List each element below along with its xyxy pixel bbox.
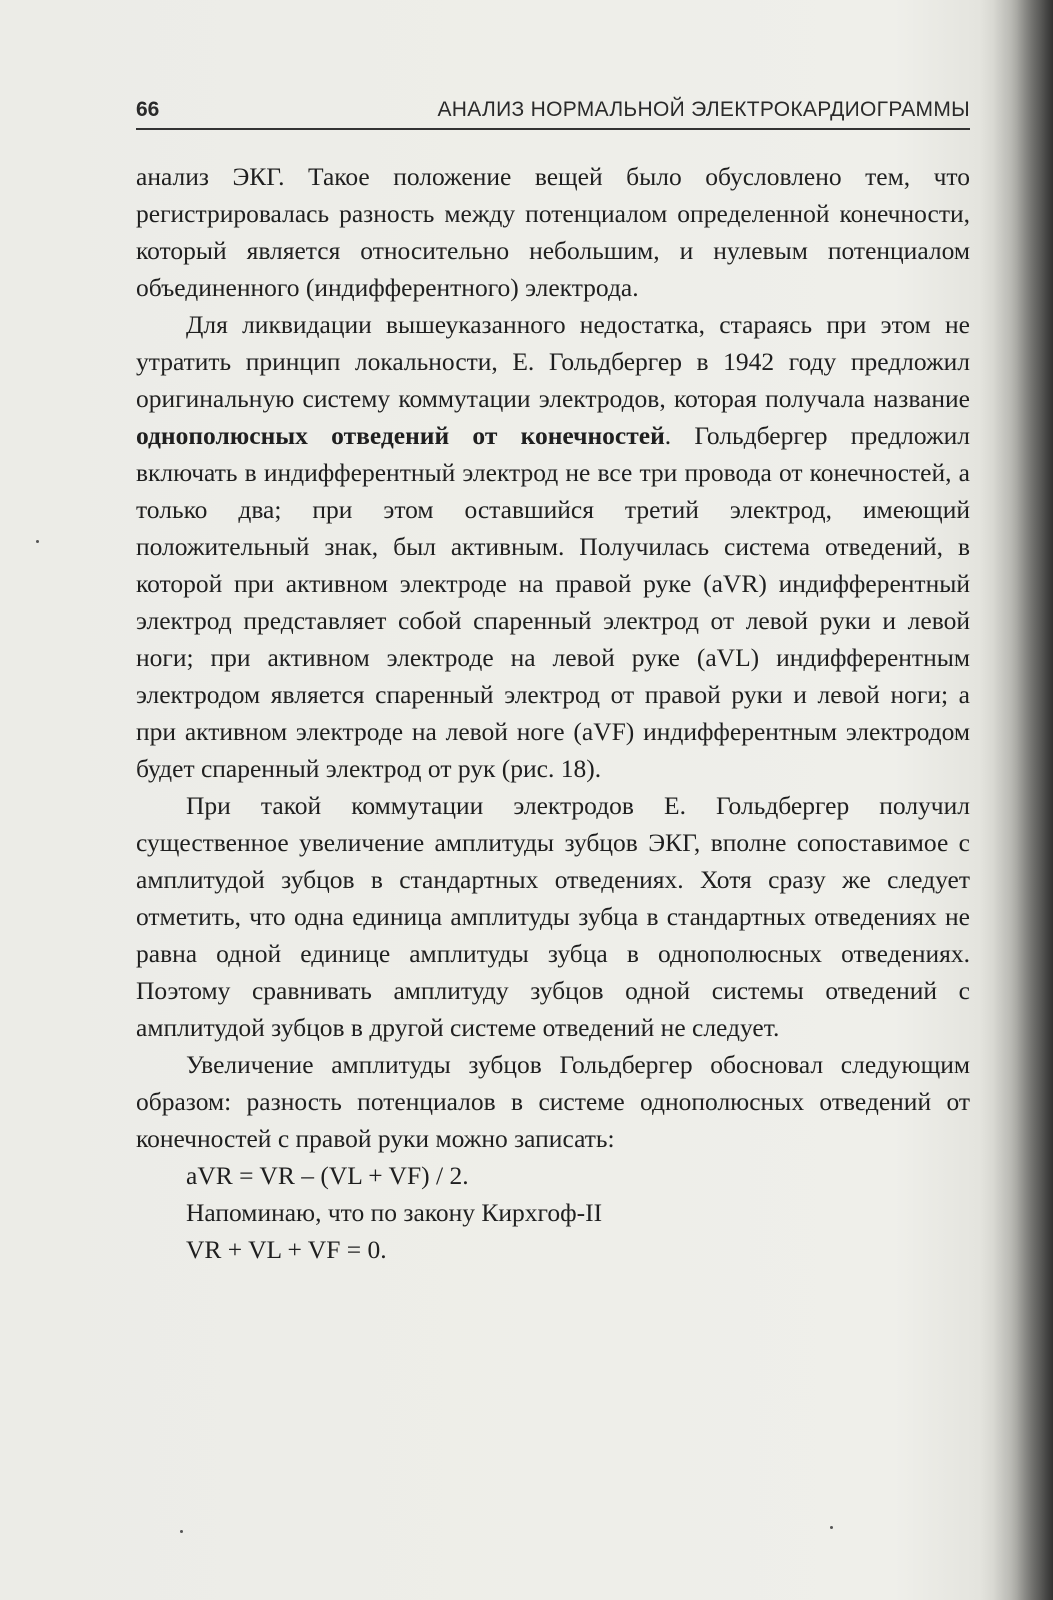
paragraph-2-end: . Гольдбергер предложил включать в индифферентный электрод не все три провода от конечностей, а только два; при этом оставшийся третий электрод, имеющий положительный знак, был активным. Получилась система отведений, в которой при активном электроде на правой руке (aVR) индифферентный электрод представляет собой спаренный электрод от левой руки и левой ноги; при активном электроде на левой руке (aVL) индифферентным электродом является спаренный электрод от правой руки и левой ноги; а при активном электроде на левой ноге (aVF) индифферентным электродом будет спаренный электрод от рук (рис. 18). <box>136 421 970 783</box>
page-number: 66 <box>136 98 160 121</box>
formula-avr: aVR = VR – (VL + VF) / 2. <box>186 1161 469 1190</box>
paragraph-2 <box>136 306 970 787</box>
paragraph-1: анализ ЭКГ. Такое положение вещей было обусловлено тем, что регистрировалась разность между потенциалом определенной конечности, который является относительно небольшим, и нулевым потенциалом объединенного (индифферентного) электрода. <box>136 162 970 302</box>
paragraph-4: Увеличение амплитуды зубцов Гольдбергер обосновал следующим образом: разность потенциалов в системе однополюсных отведений от конечностей с правой руки можно записать: <box>136 1050 970 1153</box>
scan-speck <box>180 1530 183 1533</box>
page-edge-shadow <box>993 0 1053 1600</box>
page-header <box>136 92 970 130</box>
scan-speck <box>830 1526 833 1529</box>
body-text <box>136 158 970 1268</box>
paragraph-2-start: Для ликвидации вышеуказанного недостатка, стараясь при этом не утратить принцип локальности, Е. Гольдбергер в 1942 году предложил оригинальную систему коммутации электродов, которая получала название <box>136 310 970 413</box>
paragraph-3: При такой коммутации электродов Е. Гольдбергер получил существенное увеличение амплитуды зубцов ЭКГ, вполне сопоставимое с амплитудой зубцов в стандартных отведениях. Хотя сразу же следует отметить, что одна единица амплитуды зубца в стандартных отведениях не равна одной единице амплитуды зубца в однополюсных отведениях. Поэтому сравнивать амплитуду зубцов одной системы отведений с амплитудой зубцов в другой системе отведений не следует. <box>136 791 970 1042</box>
running-title: АНАЛИЗ НОРМАЛЬНОЙ ЭЛЕКТРОКАРДИОГРАММЫ <box>437 98 970 121</box>
term-unipolar-limb-leads: однополюсных отведений от конечностей <box>136 421 665 450</box>
scan-speck <box>36 540 39 543</box>
kirchhoff-note: Напоминаю, что по закону Кирхгоф-II <box>186 1198 603 1227</box>
formula-kirchhoff: VR + VL + VF = 0. <box>186 1235 387 1264</box>
